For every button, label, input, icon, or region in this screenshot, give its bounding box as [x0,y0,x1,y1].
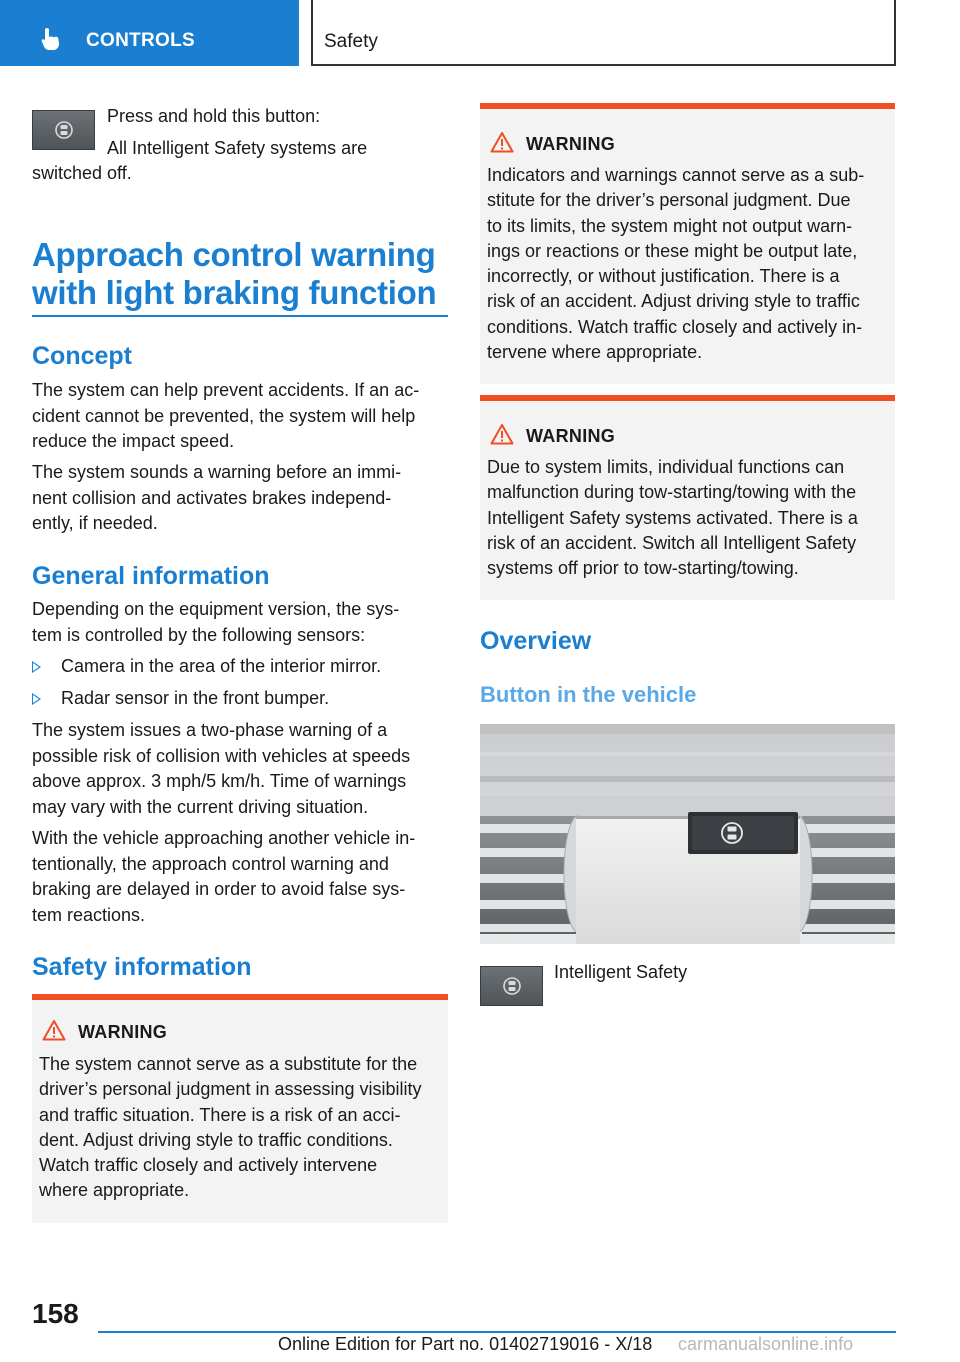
main-heading-line-1: Approach control warning [32,236,436,273]
text-line: where appropriate. [39,1180,190,1201]
text-line: cident cannot be prevented, the system will help [32,405,416,426]
list-item [32,686,448,711]
warning-title: WARNING [526,426,616,446]
dashboard-illustration [480,724,895,944]
warning-body [487,163,889,365]
bullet-triangle-icon [32,693,41,705]
general-paragraph-1 [32,597,399,648]
text-line: The system issues a two-phase warning of a [32,720,388,740]
text-line: risk of an accident. Adjust driving style to traffic [487,291,860,312]
header-divider [311,0,313,66]
text-line: With the vehicle approaching another vehicle in- [32,828,416,848]
dashboard-photo [480,724,895,944]
text-line: to its limits, the system might not output warn- [487,215,853,236]
warning-bar [480,103,895,109]
warning-body [39,1052,442,1204]
warning-title: WARNING [526,134,616,154]
section-tab-label: CONTROLS [86,30,196,51]
concept-paragraph-1 [32,378,419,455]
intelligent-safety-button-image [480,966,543,1006]
main-heading-rule [32,315,448,317]
text-line: The system sounds a warning before an immi- [32,462,402,482]
footer-rule [98,1331,896,1333]
button-in-vehicle-heading: Button in the vehicle [480,682,697,707]
warning-box [32,994,448,1223]
text-line: risk of an accident. Switch all Intelligent Safety [487,532,857,553]
edition-text: Online Edition for Part no. 01402719016 - X/18 [278,1334,653,1354]
header-rule [312,64,896,66]
warning-box [480,395,895,600]
text-line: malfunction during tow-starting/towing with the [487,482,857,503]
warning-body [487,455,889,581]
text-line: and traffic situation. There is a risk of an acci- [39,1104,401,1125]
text-line: incorrectly, or without justification. There is a [487,266,840,287]
warning-title: WARNING [78,1022,168,1042]
safety-information-heading: Safety information [32,953,252,981]
text-line: may vary with the current driving situation. [32,796,369,817]
text-line: possible risk of collision with vehicles at speeds [32,745,411,766]
main-heading-line-2: with light braking function [32,274,437,311]
text-line: tervene where appropriate. [487,342,703,363]
intro-line-1: Press and hold this button: [107,106,321,126]
text-line: reduce the impact speed. [32,431,235,451]
chapter-title: Safety [324,31,378,52]
warning-triangle-icon [42,1019,66,1041]
concept-heading: Concept [32,342,132,370]
text-line: Indicators and warnings cannot serve as a sub- [487,165,865,185]
bullet-triangle-icon [32,661,41,673]
text-line: Depending on the equipment version, the sys- [32,599,400,619]
watermark: carmanualsonline.info [678,1334,854,1354]
text-line: driver’s personal judgment in assessing visibility [39,1079,422,1100]
general-paragraph-3 [32,826,415,928]
button-caption: Intelligent Safety [554,962,688,982]
intelligent-safety-icon [55,120,73,140]
hand-pointer-icon [38,26,64,52]
general-paragraph-2 [32,718,410,820]
page-number: 158 [32,1298,79,1329]
text-line: dent. Adjust driving style to traffic conditions. [39,1129,393,1150]
warning-bar [480,395,895,401]
section-tab[interactable] [0,0,299,66]
warning-bar [32,994,448,1000]
intelligent-safety-button-image [32,110,95,150]
list-item [32,654,448,679]
text-line: tem is controlled by the following sensors: [32,624,366,645]
text-line: tentionally, the approach control warning and [32,853,389,874]
general-information-heading: General information [32,562,270,590]
header-end-divider [894,0,896,66]
text-line: ently, if needed. [32,513,158,533]
text-line: above approx. 3 mph/5 km/h. Time of warnings [32,771,407,791]
text-line: conditions. Watch traffic closely and actively in- [487,316,863,337]
intro-line-3: switched off. [32,163,132,183]
list-item-text: Camera in the area of the interior mirror. [61,656,382,676]
list-item-text: Radar sensor in the front bumper. [61,688,330,708]
concept-paragraph-2 [32,460,401,537]
warning-triangle-icon [490,131,514,153]
text-line: stitute for the driver’s personal judgment. Due [487,190,851,211]
text-line: tem reactions. [32,904,146,925]
intro-line-2: All Intelligent Safety systems are [107,138,368,158]
warning-box [480,103,895,384]
overview-heading: Overview [480,627,592,655]
text-line: ings or reactions or these might be output late, [487,240,858,261]
text-line: The system cannot serve as a substitute for the [39,1054,418,1074]
text-line: Intelligent Safety systems activated. There is a [487,507,858,528]
text-line: systems off prior to tow-starting/towing. [487,558,799,579]
warning-triangle-icon [490,423,514,445]
text-line: braking are delayed in order to avoid false sys- [32,879,406,899]
text-line: nent collision and activates brakes independ- [32,487,392,508]
text-line: The system can help prevent accidents. If an ac- [32,380,420,400]
text-line: Due to system limits, individual functions can [487,457,845,477]
intelligent-safety-icon [503,976,521,996]
text-line: Watch traffic closely and actively intervene [39,1155,378,1176]
